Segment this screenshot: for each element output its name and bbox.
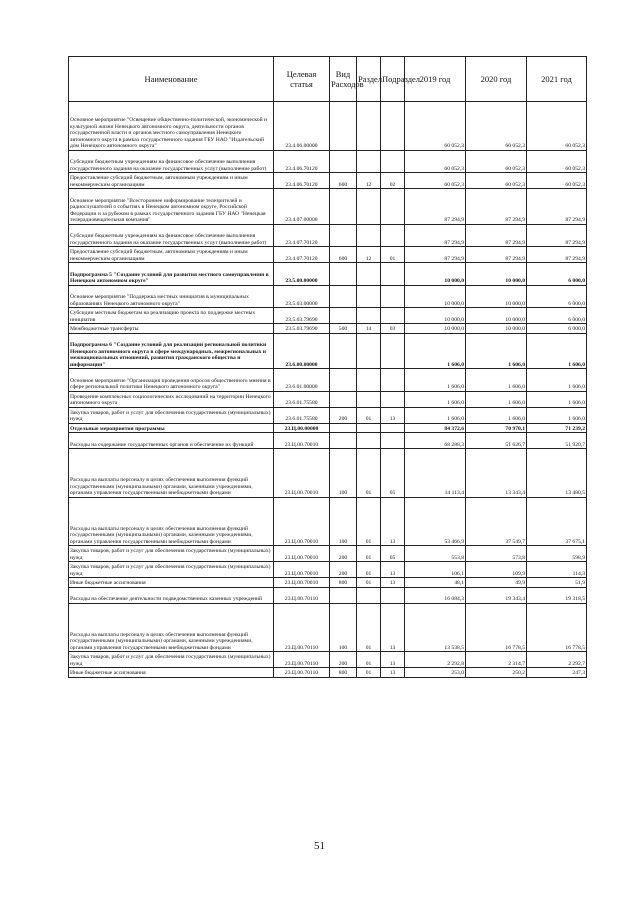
page-number: 51 [314,840,325,852]
row-2020: 60 052,3 [466,150,527,173]
row-podr: 13 [381,497,405,546]
row-2019: 87 294,9 [405,224,466,247]
table-row [69,497,587,546]
row-code: 23.4.06.00000 [274,102,330,151]
row-2020: 1 606,0 [466,407,527,423]
row-razd [357,224,381,247]
row-code: 23.4.07.70120 [274,247,330,263]
row-2020: 87 294,9 [466,247,527,263]
row-podr: 13 [381,603,405,652]
row-2020: 2 314,7 [466,652,527,668]
row-code: 23.Ц.00.70010 [274,546,330,562]
row-code: 23.4.07.00000 [274,189,330,225]
row-podr [381,102,405,151]
row-vid: 200 [330,407,357,423]
row-vid [330,423,357,433]
row-podr [381,423,405,433]
table-row [69,546,587,562]
table-row [69,247,587,263]
row-2020: 10 000,0 [466,285,527,308]
row-podr [381,224,405,247]
row-2021: 60 052,3 [527,150,587,173]
row-podr [381,433,405,449]
row-2020: 10 000,0 [466,263,527,286]
header-name: Наименование [69,57,274,102]
header-podr: Подраздел [381,57,405,102]
row-2019: 10 000,0 [405,324,466,334]
row-razd: 01 [357,562,381,578]
row-vid [330,189,357,225]
table-row [69,668,587,678]
row-2021: 16 778,5 [527,603,587,652]
header-2021: 2021 год [527,57,587,102]
row-2021: 1 606,0 [527,407,587,423]
row-podr: 13 [381,652,405,668]
row-2021: 71 239,2 [527,423,587,433]
row-name: Субсидии бюджетным учреждениям на финансовое обеспечение выполнения государственного задания на оказание государственных услуг (выполнение работ) [69,224,274,247]
row-2021: 19 318,5 [527,587,587,603]
row-code: 23.6.01.00000 [274,369,330,392]
row-2020: 16 778,5 [466,603,527,652]
row-name: Субсидии бюджетным учреждениям на финансовое обеспечение выполнения государственного задания на оказание государственных услуг (выполнение работ) [69,150,274,173]
row-razd: 01 [357,652,381,668]
row-razd: 12 [357,173,381,189]
row-2020: 1 606,0 [466,369,527,392]
table-header-row [69,57,587,102]
row-podr: 13 [381,407,405,423]
row-vid: 100 [330,449,357,498]
row-2019: 87 294,9 [405,247,466,263]
row-code: 23.Ц.00.00000 [274,423,330,433]
row-2019: 87 294,9 [405,189,466,225]
row-2019: 60 052,3 [405,173,466,189]
row-2021: 247,3 [527,668,587,678]
row-2020: 1 606,0 [466,391,527,407]
row-2021: 87 294,9 [527,247,587,263]
row-vid [330,587,357,603]
row-code: 23.Ц.00.70110 [274,603,330,652]
row-razd: 14 [357,324,381,334]
row-vid [330,433,357,449]
row-2021: 87 294,9 [527,189,587,225]
row-vid [330,369,357,392]
row-name: Подпрограмма 5 "Создание условий для развития местного самоуправления в Ненецком автономном округе" [69,263,274,286]
header-2020: 2020 год [466,57,527,102]
table-row [69,407,587,423]
row-vid [330,150,357,173]
table-row [69,189,587,225]
row-name: Подпрограмма 6 "Создание условий для реализации региональной политики Ненецкого автономного округа в сфере международных, межрегиональных и межнациональных отношений, развития гражданского общества и информации" [69,333,274,369]
row-podr: 03 [381,324,405,334]
row-podr [381,369,405,392]
row-podr [381,150,405,173]
row-2021: 114,3 [527,562,587,578]
row-2021: 2 292,7 [527,652,587,668]
table-row [69,433,587,449]
row-2019: 13 538,5 [405,603,466,652]
row-code: 23.5.00.00000 [274,263,330,286]
row-vid: 200 [330,652,357,668]
row-razd [357,369,381,392]
row-code: 23.Ц.00.70010 [274,562,330,578]
row-2019: 1 606,0 [405,333,466,369]
row-podr: 13 [381,578,405,588]
row-2021: 87 294,9 [527,224,587,247]
row-2021: 51,9 [527,578,587,588]
table-body [69,102,587,678]
header-2019: 2019 год [405,57,466,102]
row-name: Закупка товаров, работ и услуг для обеспечения государственных (муниципальных) нужд [69,562,274,578]
row-2021: 1 606,0 [527,333,587,369]
table-row [69,423,587,433]
row-2020: 10 000,0 [466,324,527,334]
row-vid: 200 [330,562,357,578]
row-2020: 87 294,9 [466,224,527,247]
row-vid: 100 [330,603,357,652]
row-vid: 200 [330,546,357,562]
table-row [69,324,587,334]
row-name: Предоставление субсидий бюджетным, автономным учреждениям и иным некоммерческим организациям [69,247,274,263]
row-razd [357,102,381,151]
row-vid: 600 [330,173,357,189]
row-vid: 100 [330,497,357,546]
row-razd [357,189,381,225]
header-code: Целевая статья [274,57,330,102]
row-code: 23.Ц.00.70010 [274,578,330,588]
row-podr [381,391,405,407]
row-2020: 49,9 [466,578,527,588]
row-2021: 60 052,3 [527,173,587,189]
row-razd [357,423,381,433]
table-row [69,603,587,652]
table-row [69,587,587,603]
row-2020: 51 626,7 [466,433,527,449]
row-razd: 12 [357,247,381,263]
row-code: 23.5.03.00000 [274,285,330,308]
row-2019: 60 052,3 [405,102,466,151]
row-2020: 60 052,3 [466,102,527,151]
row-2019: 14 113,4 [405,449,466,498]
row-podr: 02 [381,173,405,189]
row-2020: 19 343,4 [466,587,527,603]
row-2021: 37 675,1 [527,497,587,546]
row-vid: 800 [330,578,357,588]
table-row [69,263,587,286]
row-podr [381,333,405,369]
table-row [69,224,587,247]
row-podr: 13 [381,562,405,578]
row-2021: 598,9 [527,546,587,562]
row-razd [357,308,381,324]
row-2020: 87 294,9 [466,189,527,225]
row-2021: 6 000,0 [527,263,587,286]
row-vid: 500 [330,324,357,334]
row-code: 23.6.01.75580 [274,391,330,407]
row-2020: 109,9 [466,562,527,578]
row-2019: 106,1 [405,562,466,578]
row-name: Субсидии местным бюджетам на реализацию проекта по поддержке местных инициатив [69,308,274,324]
row-name: Основное мероприятие "Освещение общественно-политической, экономической и культурной жизни Ненецкого автономного округа, деятельности органов государственной власти и органов местного самоуправления Ненецкого автономного округа в рамках государственного задания ГБУ НАО "Издательский дом Ненецкого автономного округа" [69,102,274,151]
row-2020: 60 052,3 [466,173,527,189]
row-vid [330,102,357,151]
row-name: Отдельные мероприятия программы [69,423,274,433]
budget-table [68,56,587,678]
row-name: Основное мероприятие "Поддержка местных инициатив в муниципальных образованиях Ненецкого автономного округа" [69,285,274,308]
table-row [69,285,587,308]
row-code: 23.5.03.79690 [274,308,330,324]
row-code: 23.6.01.75580 [274,407,330,423]
row-razd: 01 [357,497,381,546]
row-vid [330,308,357,324]
row-2021: 1 606,0 [527,391,587,407]
row-podr [381,308,405,324]
row-razd [357,150,381,173]
row-2019: 1 606,0 [405,369,466,392]
row-2019: 60 052,3 [405,150,466,173]
row-vid [330,333,357,369]
row-name: Расходы на обеспечение деятельности подведомственных казенных учреждений [69,587,274,603]
row-podr [381,285,405,308]
table-row [69,369,587,392]
row-vid [330,391,357,407]
row-razd: 01 [357,578,381,588]
row-2020: 250,2 [466,668,527,678]
row-2020: 70 970,1 [466,423,527,433]
row-name: Закупка товаров, работ и услуг для обеспечения государственных (муниципальных) нужд [69,407,274,423]
table-row [69,391,587,407]
table-row [69,652,587,668]
row-code: 23.4.06.70120 [274,150,330,173]
row-vid [330,224,357,247]
row-2021: 1 606,0 [527,369,587,392]
row-code: 23.4.06.70120 [274,173,330,189]
table-row [69,150,587,173]
row-2019: 553,8 [405,546,466,562]
table-row [69,173,587,189]
row-2019: 1 606,0 [405,407,466,423]
row-podr: 13 [381,668,405,678]
row-2021: 51 920,7 [527,433,587,449]
table-row [69,333,587,369]
row-podr: 05 [381,449,405,498]
row-name: Расходы на выплаты персоналу в целях обеспечения выполнения функций государственными (муниципальными) органами, казенными учреждениями, органами управления государственными внебюджетными фондами [69,497,274,546]
row-podr [381,263,405,286]
row-code: 23.Ц.00.70110 [274,668,330,678]
row-podr: 05 [381,546,405,562]
row-name: Основное мероприятие "Организация проведения опросов общественного мнения в сфере региональной политики Ненецкого автономного округа" [69,369,274,392]
row-code: 23.Ц.00.70010 [274,433,330,449]
header-vid: Вид Расходов [330,57,357,102]
row-2021: 6 000,0 [527,324,587,334]
row-2020: 13 343,4 [466,449,527,498]
row-razd [357,333,381,369]
row-podr [381,587,405,603]
table-row [69,308,587,324]
table-row [69,449,587,498]
row-code: 23.Ц.00.70010 [274,449,330,498]
row-name: Закупка товаров, работ и услуг для обеспечения государственных (муниципальных) нужд [69,652,274,668]
row-razd: 01 [357,546,381,562]
row-2019: 1 606,0 [405,391,466,407]
row-razd [357,285,381,308]
row-razd: 01 [357,668,381,678]
row-name: Расходы на содержание государственных органов и обеспечение их функций [69,433,274,449]
row-razd [357,433,381,449]
row-2019: 84 372,6 [405,423,466,433]
row-2021: 13 480,5 [527,449,587,498]
row-name: Проведение комплексных социологических исследований на территории Ненецкого автономного округа [69,391,274,407]
row-razd [357,263,381,286]
row-razd [357,587,381,603]
row-vid: 600 [330,247,357,263]
row-2019: 16 084,3 [405,587,466,603]
row-2020: 10 000,0 [466,308,527,324]
row-2019: 68 288,3 [405,433,466,449]
row-2020: 573,8 [466,546,527,562]
row-2019: 48,1 [405,578,466,588]
row-razd: 01 [357,407,381,423]
header-razd: Раздел [357,57,381,102]
row-podr: 01 [381,247,405,263]
row-vid [330,285,357,308]
row-code: 23.Ц.00.70110 [274,652,330,668]
row-2019: 10 000,0 [405,263,466,286]
row-code: 23.Ц.00.70110 [274,587,330,603]
row-razd: 01 [357,449,381,498]
row-name: Основное мероприятие "Всестороннее информирование телезрителей и радиослушателей о событиях в Ненецком автономном округе, Российской Федерации и за рубежом в рамках государственного задания ГБУ НАО "Ненецкая телерадиовещательная компания" [69,189,274,225]
row-2021: 6 000,0 [527,285,587,308]
table-row [69,102,587,151]
row-2020: 1 606,0 [466,333,527,369]
row-name: Расходы на выплаты персоналу в целях обеспечения выполнения функций государственными (муниципальными) органами, казенными учреждениями, органами управления государственными внебюджетными фондами [69,603,274,652]
row-name: Иные бюджетные ассигнования [69,668,274,678]
row-2021: 60 052,3 [527,102,587,151]
row-vid: 800 [330,668,357,678]
row-2019: 10 000,0 [405,285,466,308]
row-name: Межбюджетные трансферты [69,324,274,334]
row-code: 23.4.07.70120 [274,224,330,247]
row-name: Закупка товаров, работ и услуг для обеспечения государственных (муниципальных) нужд [69,546,274,562]
row-code: 23.Ц.00.70010 [274,497,330,546]
row-name: Расходы на выплаты персоналу в целях обеспечения выполнения функций государственными (муниципальными) органами, казенными учреждениями, органами управления государственными внебюджетными фондами [69,449,274,498]
row-razd: 01 [357,603,381,652]
row-2019: 253,0 [405,668,466,678]
row-vid [330,263,357,286]
row-2020: 37 549,7 [466,497,527,546]
row-code: 23.6.00.00000 [274,333,330,369]
row-2019: 10 000,0 [405,308,466,324]
row-name: Предоставление субсидий бюджетным, автономным учреждениям и иным некоммерческим организациям [69,173,274,189]
row-podr [381,189,405,225]
table-row [69,562,587,578]
row-2019: 2 292,8 [405,652,466,668]
row-code: 23.5.03.79690 [274,324,330,334]
row-2021: 6 000,0 [527,308,587,324]
row-razd [357,391,381,407]
row-2019: 53 466,9 [405,497,466,546]
row-name: Иные бюджетные ассигнования [69,578,274,588]
table-row [69,578,587,588]
